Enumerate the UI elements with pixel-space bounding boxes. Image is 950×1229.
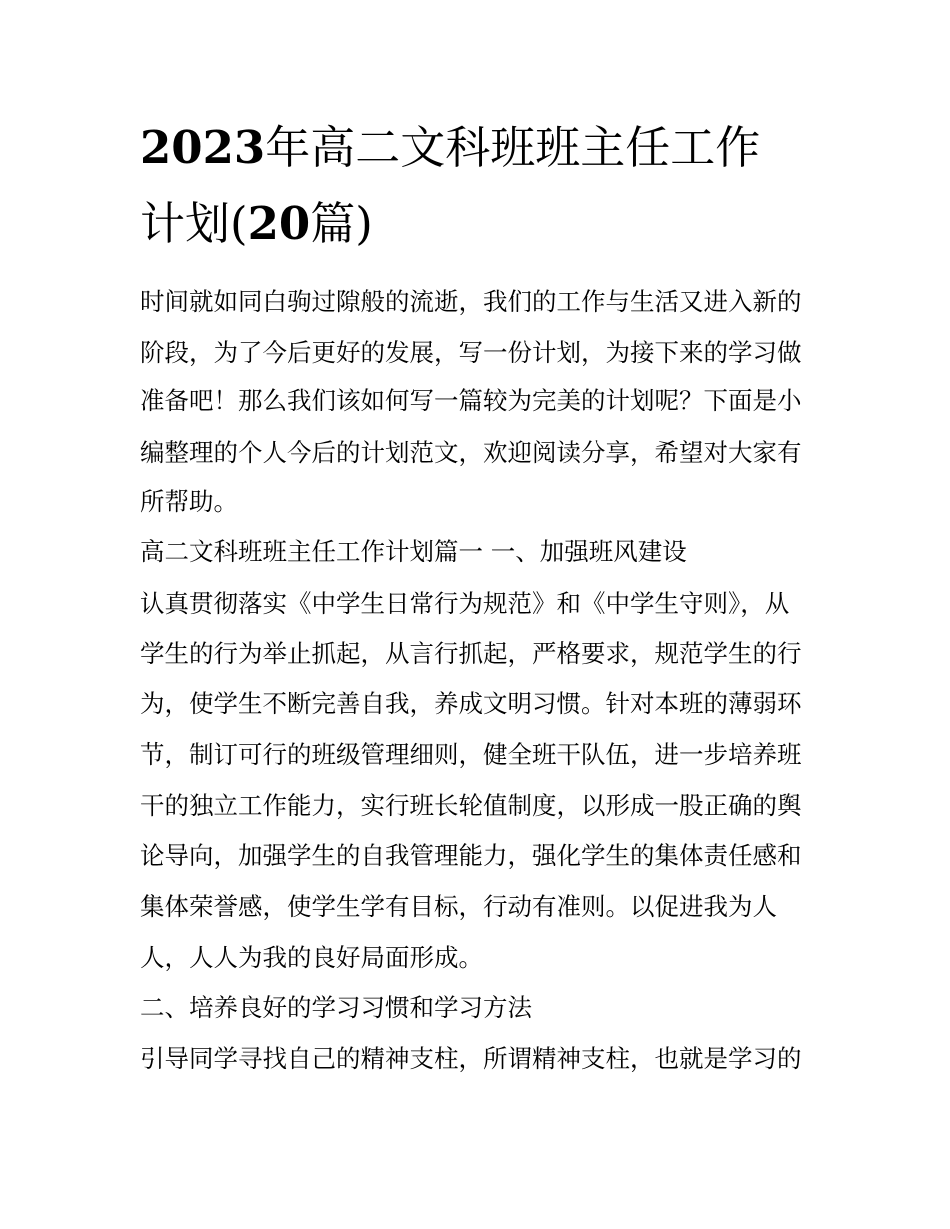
document-title-line-2 <box>140 188 820 260</box>
section-heading: 二、培养良好的学习习惯和学习方法 <box>140 993 532 1022</box>
body-paragraph-line: 节，制订可行的班级管理细则，健全班干队伍，进一步培养班 <box>140 740 802 769</box>
title-text: 年高二文科班班主任工作 <box>265 121 761 174</box>
title-year: 2023 <box>140 121 266 174</box>
intro-paragraph-line: 准备吧！那么我们该如何写一篇较为完美的计划呢？下面是小 <box>140 386 802 415</box>
body-paragraph-line: 干的独立工作能力，实行班长轮值制度，以形成一股正确的舆 <box>140 791 802 820</box>
body-paragraph-line: 引导同学寻找自己的精神支柱，所谓精神支柱，也就是学习的 <box>140 1044 802 1073</box>
title-text-suffix: 篇) <box>310 197 373 250</box>
intro-paragraph-line: 所帮助。 <box>140 487 238 516</box>
intro-paragraph-line: 时间就如同白驹过隙般的流逝，我们的工作与生活又进入新的 <box>140 287 802 316</box>
body-paragraph-line: 认真贯彻落实《中学生日常行为规范》和《中学生守则》，从 <box>140 589 790 618</box>
document-title-line-1 <box>140 112 820 184</box>
title-count: 20 <box>247 197 311 250</box>
section-heading: 高二文科班班主任工作计划篇一 一、加强班风建设 <box>140 537 687 566</box>
body-paragraph-line: 集体荣誉感，使学生学有目标，行动有准则。以促进我为人 <box>140 892 777 921</box>
title-text-prefix: 计划( <box>140 197 248 250</box>
intro-paragraph-line: 编整理的个人今后的计划范文，欢迎阅读分享，希望对大家有 <box>140 438 802 467</box>
intro-paragraph-line: 阶段，为了今后更好的发展，写一份计划，为接下来的学习做 <box>140 338 802 367</box>
body-paragraph-line: 人，人人为我的良好局面形成。 <box>140 943 483 972</box>
body-paragraph-line: 学生的行为举止抓起，从言行抓起，严格要求，规范学生的行 <box>140 639 802 668</box>
body-paragraph-line: 论导向，加强学生的自我管理能力，强化学生的集体责任感和 <box>140 841 802 870</box>
body-paragraph-line: 为，使学生不断完善自我，养成文明习惯。针对本班的薄弱环 <box>140 689 802 718</box>
